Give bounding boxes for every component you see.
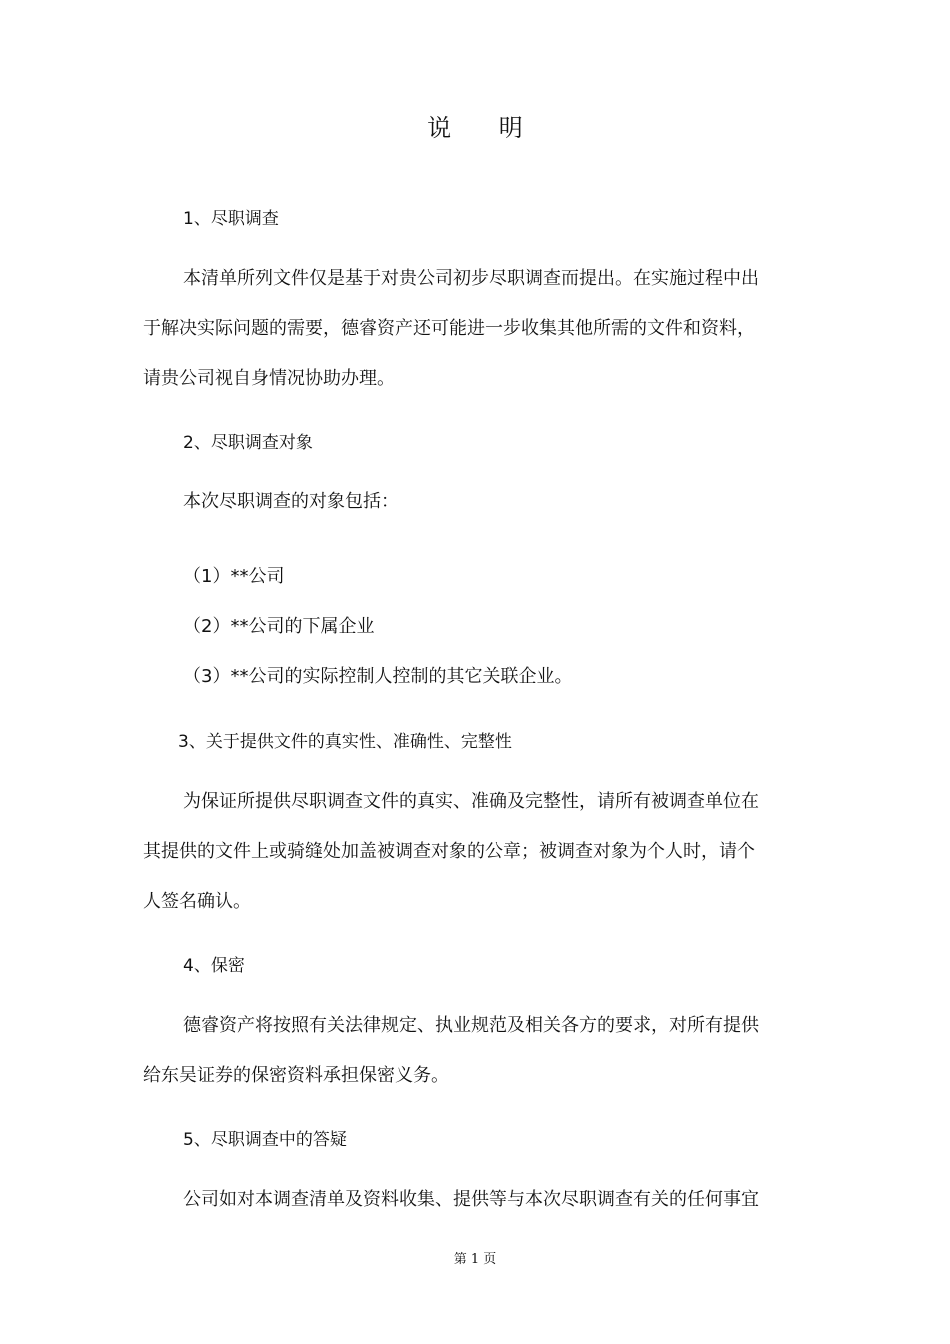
section-4-line-1: 德睿资产将按照有关法律规定、执业规范及相关各方的要求，对所有提供 bbox=[183, 1015, 759, 1036]
section-4-heading: 4、保密 bbox=[183, 956, 245, 976]
section-1-line-3: 请贵公司视自身情况协助办理。 bbox=[143, 368, 395, 389]
section-5-heading: 5、尽职调查中的答疑 bbox=[183, 1130, 347, 1150]
section-2-heading: 2、尽职调查对象 bbox=[183, 433, 313, 453]
section-3-line-1: 为保证所提供尽职调查文件的真实、准确及完整性，请所有被调查单位在 bbox=[183, 791, 759, 812]
section-3-line-2: 其提供的文件上或骑缝处加盖被调查对象的公章；被调查对象为个人时，请个 bbox=[143, 841, 755, 862]
section-5-line-1: 公司如对本调查清单及资料收集、提供等与本次尽职调查有关的任何事宜 bbox=[183, 1189, 759, 1210]
section-2-line-1: 本次尽职调查的对象包括： bbox=[183, 491, 399, 512]
section-2-item-1: （1）**公司 bbox=[183, 566, 285, 587]
section-1-line-1: 本清单所列文件仅是基于对贵公司初步尽职调查而提出。在实施过程中出 bbox=[183, 268, 759, 289]
section-2-item-2: （2）**公司的下属企业 bbox=[183, 616, 375, 637]
page-number: 第 1 页 bbox=[453, 1252, 497, 1267]
section-2-item-3: （3）**公司的实际控制人控制的其它关联企业。 bbox=[183, 666, 573, 687]
section-3-heading: 3、关于提供文件的真实性、准确性、完整性 bbox=[178, 732, 512, 752]
page-title: 说 明 bbox=[427, 114, 543, 142]
section-3-line-3: 人签名确认。 bbox=[143, 891, 251, 912]
section-1-line-2: 于解决实际问题的需要，德睿资产还可能进一步收集其他所需的文件和资料， bbox=[143, 318, 755, 339]
section-4-line-2: 给东吴证券的保密资料承担保密义务。 bbox=[143, 1065, 449, 1086]
section-1-heading: 1、尽职调查 bbox=[183, 209, 279, 229]
